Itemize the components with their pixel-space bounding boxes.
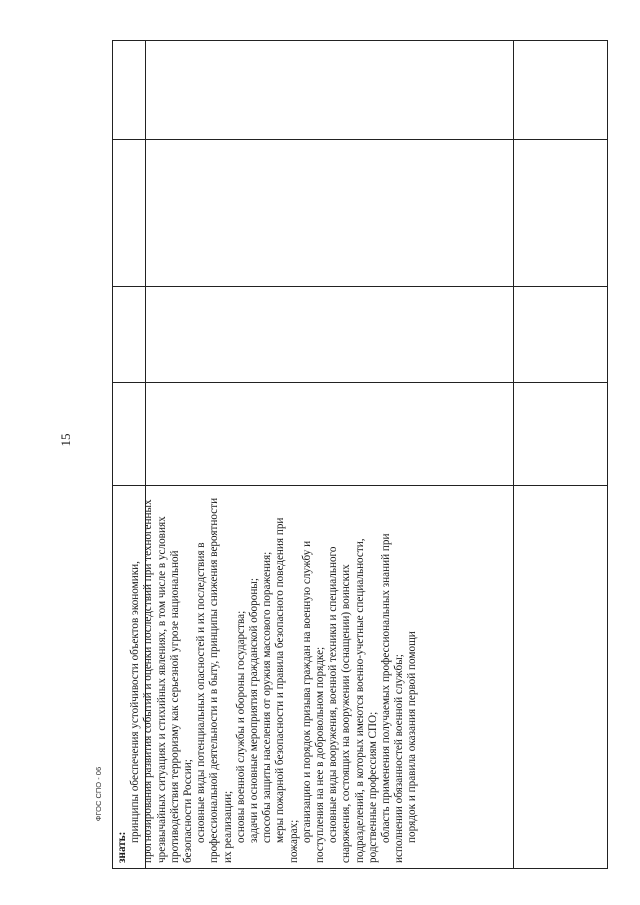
cell-heading: знать: [116, 831, 128, 863]
empty-cell [113, 139, 607, 286]
list-item: основы военной службы и обороны государства; [234, 610, 247, 843]
list-item: принципы обеспечения устойчивости объектов экономики, прогнозирования развития событий и оценки последствий при техногенных чрезвычайных ситуациях и стихийных явлениях, в том числе в условиях противодействия терроризму как серьезной угрозе национальной безопасности России; [129, 499, 195, 863]
empty-cell [113, 286, 607, 382]
page-number: 15 [58, 433, 73, 447]
knowledge-text [112, 485, 512, 869]
list-item: задачи и основные мероприятия гражданской обороны; [248, 578, 261, 843]
list-item: порядок и правила оказания первой помощи [406, 631, 419, 843]
document-code: ФГОС СПО - 06 [94, 766, 103, 822]
list-item: меры пожарной безопасности и правила безопасного поведения при пожарах; [274, 517, 300, 863]
list-item: основные виды потенциальных опасностей и их последствия в профессиональной деятельности и в быту, принципы снижения вероятности их реализации; [195, 497, 234, 863]
empty-cell [113, 41, 607, 139]
list-item: организацию и порядок призыва граждан на военную службу и поступления на нее в добровольном порядке; [300, 540, 327, 863]
list-item: основные виды вооружения, военной техники и специального снаряжения, состоящих на вооружении (оснащении) воинских подразделений, в которых имеются военно-учетные специальности, родственные профессиям СПО; [327, 538, 379, 863]
knowledge-cell [112, 485, 512, 869]
list-item: способы защиты населения от оружия массового поражения; [261, 551, 274, 843]
list-item: область применения получаемых профессиональных знаний при исполнении обязанностей военной службы; [380, 533, 406, 863]
empty-cell [113, 382, 607, 485]
